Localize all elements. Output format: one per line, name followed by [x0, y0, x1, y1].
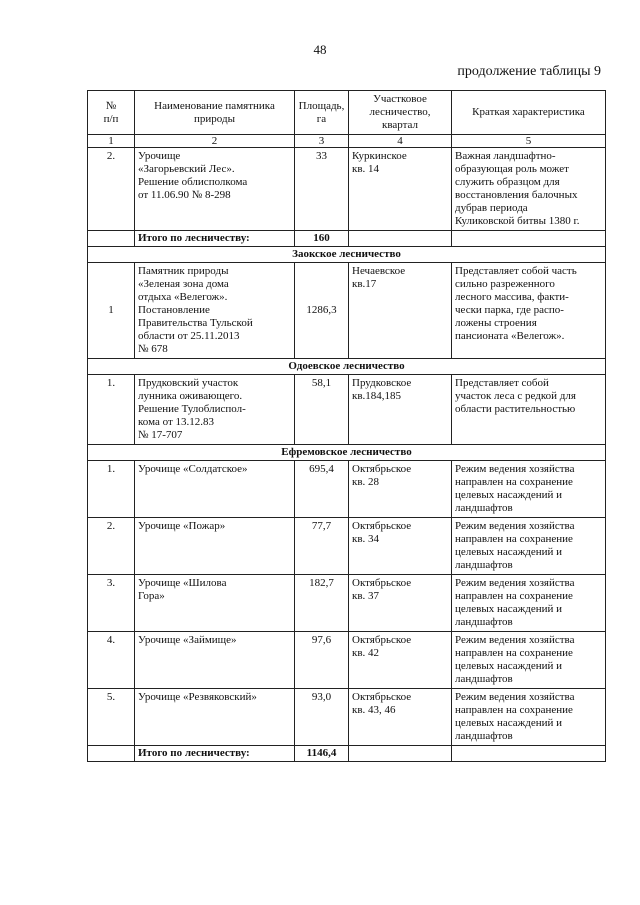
row-number: 1.	[88, 375, 135, 445]
forestry-quarter: Октябрьское кв. 42	[349, 632, 452, 689]
total-row	[88, 231, 606, 247]
monument-name: Урочище «Резвяковский»	[135, 689, 295, 746]
column-number: 1	[88, 135, 135, 148]
area-value: 77,7	[295, 518, 349, 575]
total-value: 160	[295, 231, 349, 247]
forestry-quarter: Октябрьское кв. 34	[349, 518, 452, 575]
monument-name: Памятник природы «Зеленая зона дома отдыха «Велегож». Постановление Правительства Тульской области от 25.11.2013 № 678	[135, 263, 295, 359]
forestry-quarter: Октябрьское кв. 28	[349, 461, 452, 518]
total-empty-cell	[88, 746, 135, 762]
page-number: 48	[313, 42, 327, 57]
area-value: 58,1	[295, 375, 349, 445]
total-empty-cell	[349, 231, 452, 247]
row-number: 2.	[88, 148, 135, 231]
total-label: Итого по лесничеству:	[135, 231, 295, 247]
column-number-row	[88, 135, 606, 148]
forestry-quarter: Октябрьское кв. 43, 46	[349, 689, 452, 746]
header-forestry-quarter: Участковое лесничество, квартал	[349, 91, 452, 135]
table-body	[88, 148, 606, 762]
description: Представляет собой часть сильно разреженного лесного массива, факти- чески парка, где распо- ложены строения пансионата «Велегож».	[452, 263, 606, 359]
table-row	[88, 263, 606, 359]
section-title: Ефремовское лесничество	[88, 445, 606, 461]
description: Важная ландшафтно- образующая роль может служить образцом для восстановления балочных дубрав периода Куликовской битвы 1380 г.	[452, 148, 606, 231]
table-row	[88, 461, 606, 518]
row-number: 4.	[88, 632, 135, 689]
monument-name: Урочище «Пожар»	[135, 518, 295, 575]
monument-name: Прудковский участок лунника оживающего. Решение Тулоблиспол- кома от 13.12.83 № 17-707	[135, 375, 295, 445]
section-row	[88, 359, 606, 375]
total-value: 1146,4	[295, 746, 349, 762]
column-number: 5	[452, 135, 606, 148]
area-value: 93,0	[295, 689, 349, 746]
area-value: 695,4	[295, 461, 349, 518]
description: Представляет собой участок леса с редкой для области растительностью	[452, 375, 606, 445]
section-row	[88, 445, 606, 461]
table-row	[88, 632, 606, 689]
area-value: 33	[295, 148, 349, 231]
row-number: 2.	[88, 518, 135, 575]
description: Режим ведения хозяйства направлен на сохранение целевых насаждений и ландшафтов	[452, 518, 606, 575]
nature-monuments-table	[87, 90, 606, 762]
table-row	[88, 148, 606, 231]
row-number: 1	[88, 263, 135, 359]
section-title: Заокское лесничество	[88, 247, 606, 263]
total-row	[88, 746, 606, 762]
monument-name: Урочище «Загорьевский Лес». Решение облисполкома от 11.06.90 № 8-298	[135, 148, 295, 231]
header-area: Площадь, га	[295, 91, 349, 135]
column-number: 2	[135, 135, 295, 148]
monument-name: Урочище «Займище»	[135, 632, 295, 689]
forestry-quarter: Нечаевское кв.17	[349, 263, 452, 359]
total-label: Итого по лесничеству:	[135, 746, 295, 762]
description: Режим ведения хозяйства направлен на сохранение целевых насаждений и ландшафтов	[452, 632, 606, 689]
total-empty-cell	[349, 746, 452, 762]
forestry-quarter: Прудковское кв.184,185	[349, 375, 452, 445]
column-number: 3	[295, 135, 349, 148]
section-row	[88, 247, 606, 263]
header-number: № п/п	[88, 91, 135, 135]
monument-name: Урочище «Солдатское»	[135, 461, 295, 518]
total-empty-cell	[452, 231, 606, 247]
section-title: Одоевское лесничество	[88, 359, 606, 375]
table-row	[88, 375, 606, 445]
forestry-quarter: Куркинское кв. 14	[349, 148, 452, 231]
total-empty-cell	[452, 746, 606, 762]
table-continuation-label: продолжение таблицы 9	[457, 64, 601, 79]
area-value: 97,6	[295, 632, 349, 689]
table-row	[88, 575, 606, 632]
area-value: 182,7	[295, 575, 349, 632]
row-number: 1.	[88, 461, 135, 518]
description: Режим ведения хозяйства направлен на сохранение целевых насаждений и ландшафтов	[452, 689, 606, 746]
forestry-quarter: Октябрьское кв. 37	[349, 575, 452, 632]
area-value: 1286,3	[295, 263, 349, 359]
monument-name: Урочище «Шилова Гора»	[135, 575, 295, 632]
row-number: 5.	[88, 689, 135, 746]
row-number: 3.	[88, 575, 135, 632]
description: Режим ведения хозяйства направлен на сохранение целевых насаждений и ландшафтов	[452, 575, 606, 632]
total-empty-cell	[88, 231, 135, 247]
header-description: Краткая характеристика	[452, 91, 606, 135]
table-row	[88, 689, 606, 746]
table-row	[88, 518, 606, 575]
header-monument-name: Наименование памятника природы	[135, 91, 295, 135]
description: Режим ведения хозяйства направлен на сохранение целевых насаждений и ландшафтов	[452, 461, 606, 518]
column-number: 4	[349, 135, 452, 148]
table-header-row	[88, 91, 606, 135]
